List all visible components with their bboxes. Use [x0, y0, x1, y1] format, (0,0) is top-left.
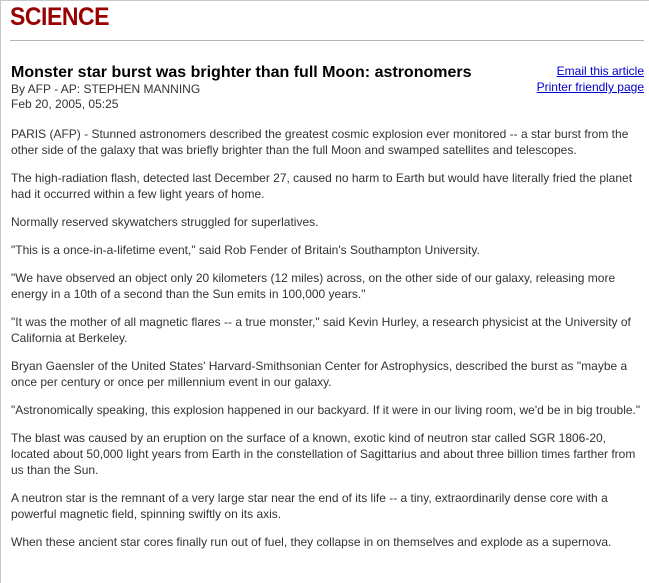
article-date: Feb 20, 2005, 05:25: [11, 97, 119, 111]
article-paragraph: The blast was caused by an eruption on the surface of a known, exotic kind of neutron star called SGR 1806-20, located about 50,000 light years from Earth in the constellation of Sagittarius and about three billion times farther from us than the Sun.: [11, 431, 636, 477]
email-article-link[interactable]: Email this article: [556, 64, 644, 78]
article-body: [11, 126, 645, 562]
article-paragraph: "It was the mother of all magnetic flares -- a true monster," said Kevin Hurley, a research physicist at the University of California at Berkeley.: [11, 315, 631, 345]
article-paragraph: A neutron star is the remnant of a very large star near the end of its life -- a tiny, extraordinarily dense core with a powerful magnetic field, spinning swiftly on its axis.: [11, 491, 608, 521]
window-left-border: [0, 0, 1, 583]
printer-friendly-link[interactable]: Printer friendly page: [536, 80, 644, 94]
article-paragraph: "Astronomically speaking, this explosion happened in our backyard. If it were in our living room, we'd be in big trouble.": [11, 403, 641, 417]
article-paragraph: Normally reserved skywatchers struggled for superlatives.: [11, 215, 319, 229]
article-paragraph: When these ancient star cores finally run out of fuel, they collapse in on themselves and explode as a supernova.: [11, 535, 612, 549]
article-paragraph: Bryan Gaensler of the United States' Harvard-Smithsonian Center for Astrophysics, described the burst as "maybe a once per century or once per millennium event in our galaxy.: [11, 359, 628, 389]
article-paragraph: "We have observed an object only 20 kilometers (12 miles) across, on the other side of our galaxy, releasing more energy in a 10th of a second than the Sun emits in 100,000 years.": [11, 271, 616, 301]
section-title: SCIENCE: [10, 3, 110, 31]
article-paragraph: PARIS (AFP) - Stunned astronomers described the greatest cosmic explosion ever monitored -- a star burst from the other side of the galaxy that was briefly brighter than the full Moon and swamped satellites and telescopes.: [11, 127, 629, 157]
article-byline: By AFP - AP: STEPHEN MANNING: [11, 82, 201, 96]
article-paragraph: "This is a once-in-a-lifetime event," said Rob Fender of Britain's Southampton University.: [11, 243, 480, 257]
article-tools: [537, 63, 644, 95]
article-byline-block: [11, 82, 200, 112]
article-headline: Monster star burst was brighter than full Moon: astronomers: [11, 64, 472, 81]
article-paragraph: The high-radiation flash, detected last December 27, caused no harm to Earth but would have literally fried the planet had it occurred within a few light years of home.: [11, 171, 633, 201]
section-divider: [10, 40, 644, 41]
